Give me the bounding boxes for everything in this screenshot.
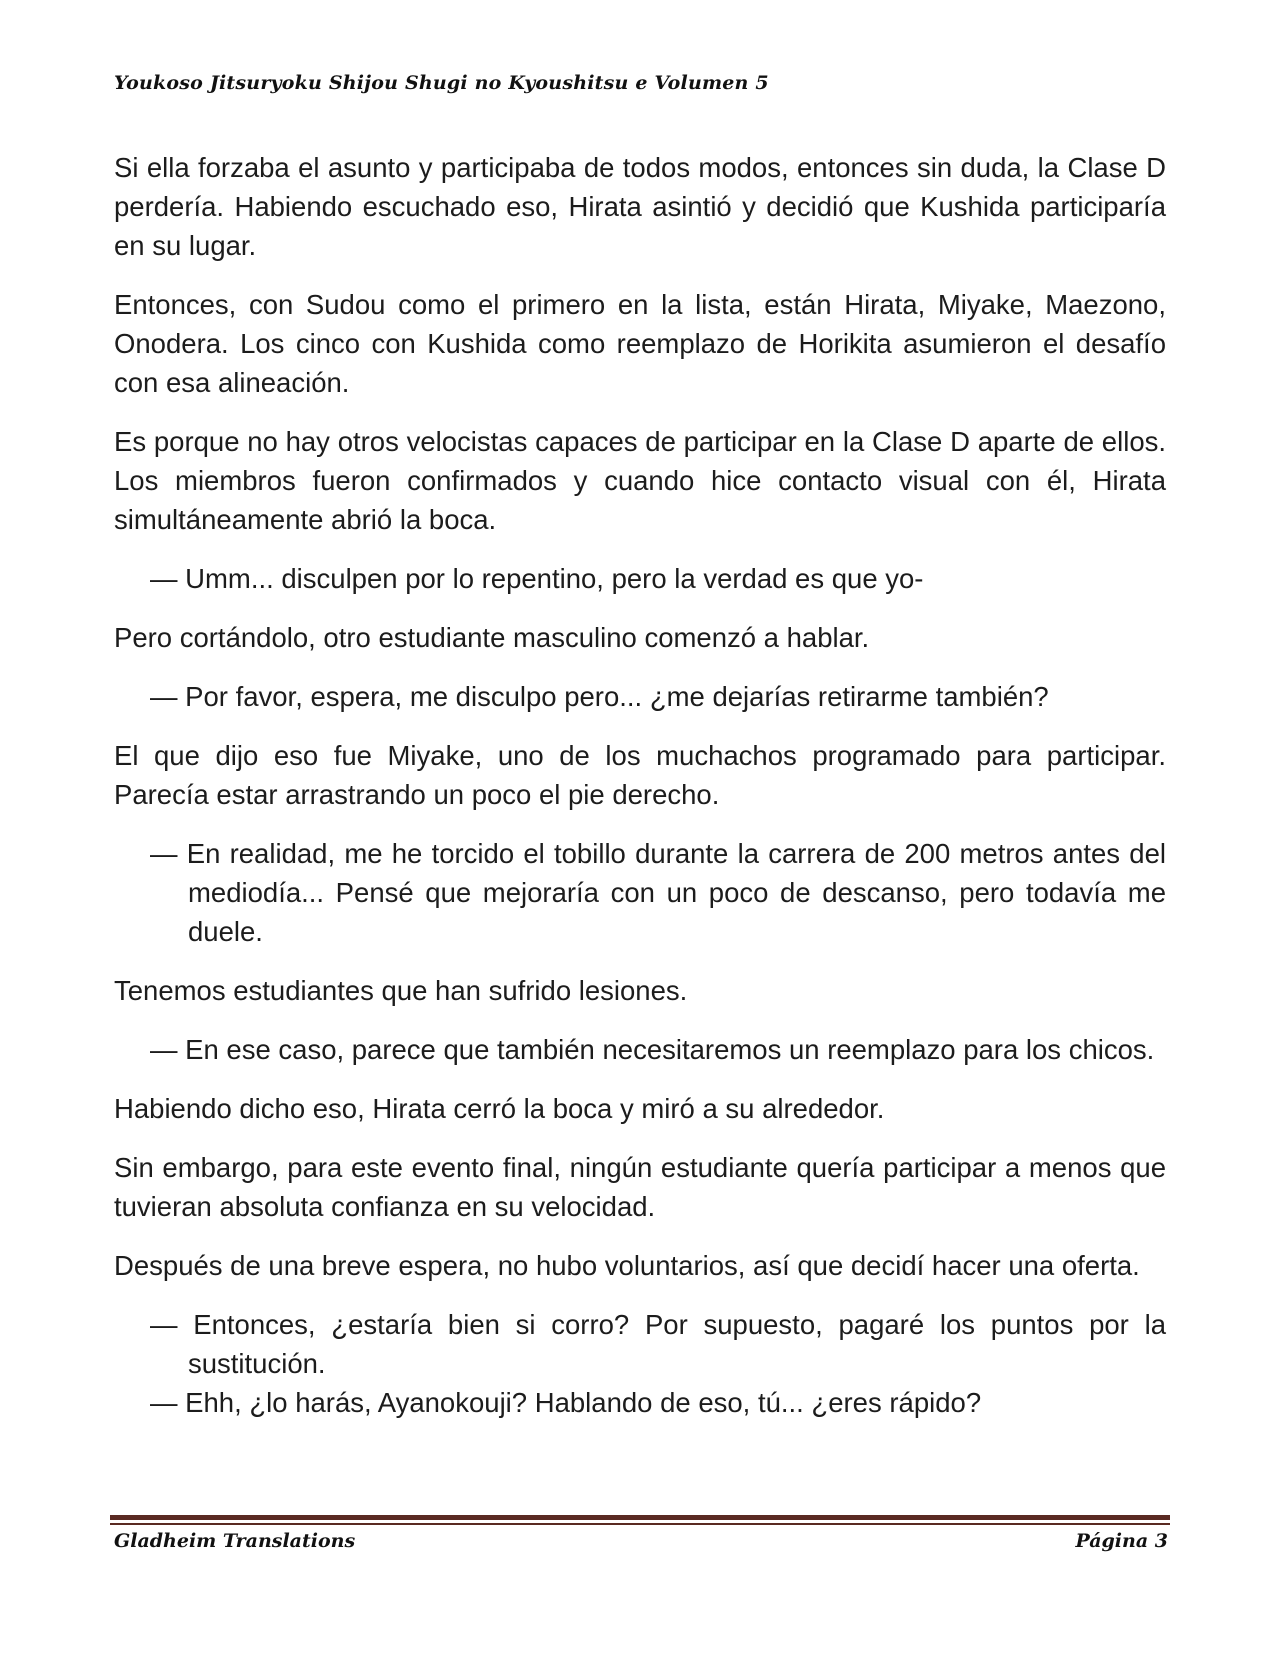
footer-divider-thick xyxy=(110,1515,1170,1520)
dialogue-line: — Entonces, ¿estaría bien si corro? Por supuesto, pagaré los puntos por la sustitución. xyxy=(150,1309,1166,1379)
footer-page-number: Página 3 xyxy=(1075,1530,1168,1552)
dialogue-line: — Por favor, espera, me disculpo pero... ¿me dejarías retirarme también? xyxy=(150,681,1049,712)
footer-translator-credit: Gladheim Translations xyxy=(114,1530,356,1552)
paragraph: Es porque no hay otros velocistas capaces de participar en la Clase D aparte de ellos. Los miembros fueron confirmados y cuando hice contacto visual con él, Hirata simultáneamente abrió la boca. xyxy=(114,426,1166,535)
dialogue-line: — Umm... disculpen por lo repentino, pero la verdad es que yo- xyxy=(150,563,924,594)
body-text xyxy=(114,148,1166,1422)
dialogue-line: — En ese caso, parece que también necesitaremos un reemplazo para los chicos. xyxy=(150,1034,1155,1065)
footer-divider-thin xyxy=(110,1523,1170,1525)
paragraph: Entonces, con Sudou como el primero en la lista, están Hirata, Miyake, Maezono, Onodera. Los cinco con Kushida como reemplazo de Horikita asumieron el desafío con esa alineación. xyxy=(114,289,1166,398)
paragraph: El que dijo eso fue Miyake, uno de los muchachos programado para participar. Parecía estar arrastrando un poco el pie derecho. xyxy=(114,740,1166,810)
paragraph: Sin embargo, para este evento final, ningún estudiante quería participar a menos que tuvieran absoluta confianza en su velocidad. xyxy=(114,1152,1166,1222)
paragraph: Pero cortándolo, otro estudiante masculino comenzó a hablar. xyxy=(114,622,870,653)
dialogue-line: — Ehh, ¿lo harás, Ayanokouji? Hablando de eso, tú... ¿eres rápido? xyxy=(150,1387,982,1418)
paragraph: Si ella forzaba el asunto y participaba de todos modos, entonces sin duda, la Clase D perdería. Habiendo escuchado eso, Hirata asintió y decidió que Kushida participaría en su lugar. xyxy=(114,152,1166,261)
paragraph: Después de una breve espera, no hubo voluntarios, así que decidí hacer una oferta. xyxy=(114,1250,1140,1281)
paragraph: Tenemos estudiantes que han sufrido lesiones. xyxy=(114,975,688,1006)
paragraph: Habiendo dicho eso, Hirata cerró la boca y miró a su alrededor. xyxy=(114,1093,885,1124)
dialogue-line: — En realidad, me he torcido el tobillo durante la carrera de 200 metros antes del mediodía... Pensé que mejoraría con un poco de descanso, pero todavía me duele. xyxy=(150,838,1166,947)
page-header-title: Youkoso Jitsuryoku Shijou Shugi no Kyoushitsu e Volumen 5 xyxy=(114,72,769,94)
